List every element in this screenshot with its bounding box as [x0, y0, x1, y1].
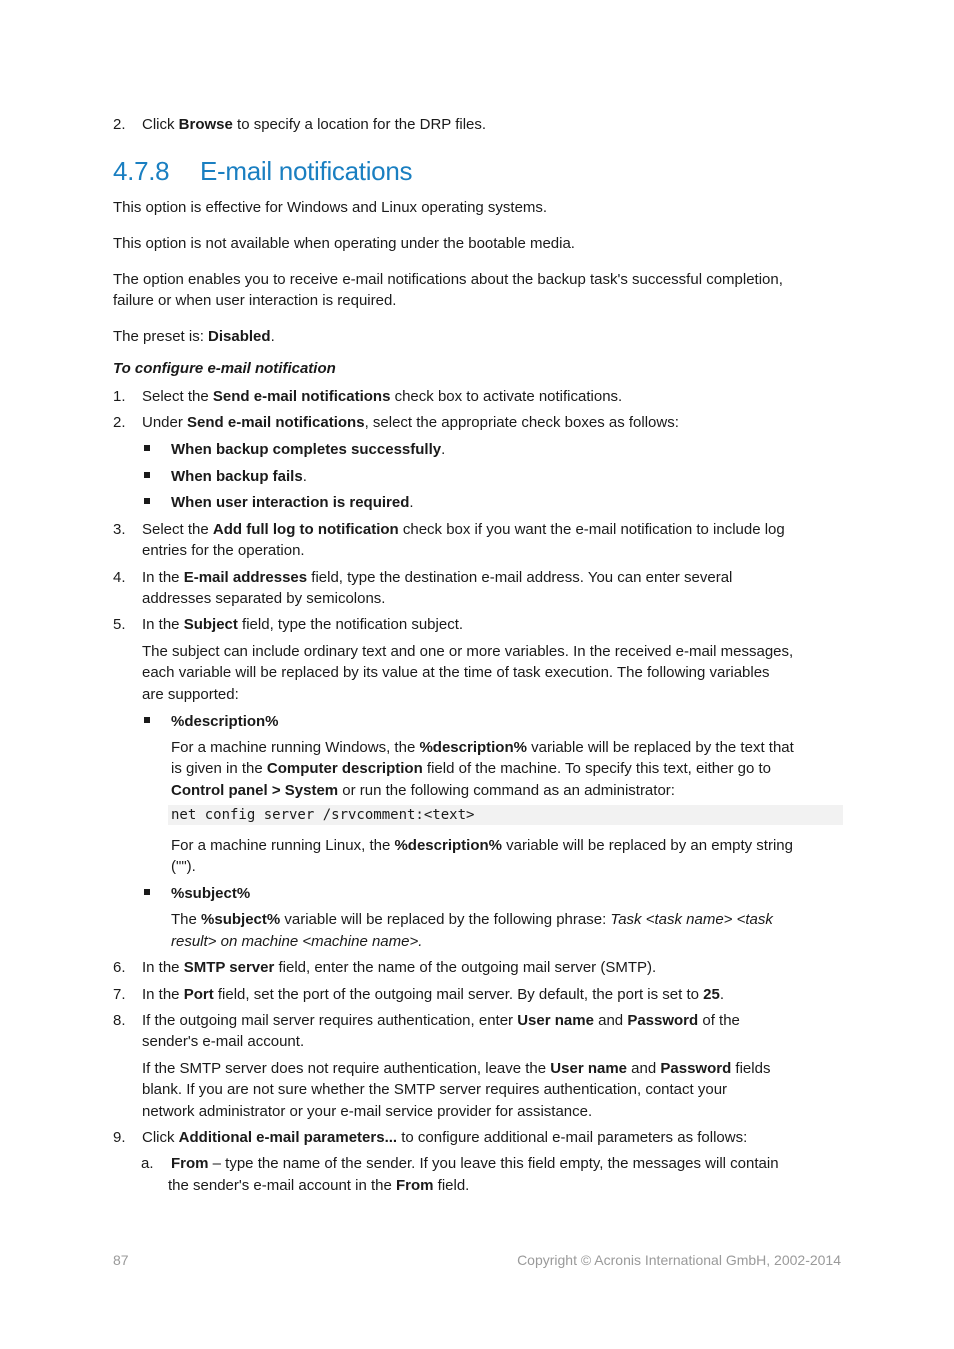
step-number: 5. — [113, 616, 126, 633]
section-heading — [113, 153, 412, 189]
section-number: 4.7.8 — [113, 156, 170, 186]
step-number: 3. — [113, 521, 126, 538]
variable-desc: is given in the Computer description field of the machine. To specify this text, either go to — [171, 760, 771, 777]
procedure-heading: To configure e-mail notification — [113, 360, 336, 377]
variable-desc: result> on machine <machine name>. — [171, 933, 423, 950]
step-text: In the Port field, set the port of the outgoing mail server. By default, the port is set to 25. — [142, 986, 724, 1003]
substep-text-cont: the sender's e-mail account in the From field. — [168, 1177, 470, 1194]
variable-desc: For a machine running Windows, the %description% variable will be replaced by the text that — [171, 739, 794, 756]
variable-desc: The %subject% variable will be replaced by the following phrase: Task <task name> <task — [171, 911, 773, 928]
bullet — [144, 717, 150, 723]
step-text-cont: addresses separated by semicolons. — [142, 590, 386, 607]
step-number: 4. — [113, 569, 126, 586]
variable-name: %description% — [171, 713, 279, 730]
step-number: 2. — [113, 414, 126, 431]
step-text: In the SMTP server field, enter the name of the outgoing mail server (SMTP). — [142, 959, 657, 976]
step-text: Under Send e-mail notifications, select the appropriate check boxes as follows: — [142, 414, 679, 431]
step-text: In the Subject field, type the notification subject. — [142, 616, 464, 633]
step-text: If the outgoing mail server requires authentication, enter User name and Password of the — [142, 1012, 740, 1029]
page-number: 87 — [113, 1252, 129, 1268]
step-number: 7. — [113, 986, 126, 1003]
section-title: E-mail notifications — [200, 156, 413, 186]
step-text: Select the Send e-mail notifications check box to activate notifications. — [142, 388, 623, 405]
bullet — [144, 472, 150, 478]
step-text: Select the Add full log to notification check box if you want the e-mail notification to include log — [142, 521, 785, 538]
paragraph: failure or when user interaction is required. — [113, 292, 397, 309]
step-text-cont: entries for the operation. — [142, 542, 305, 559]
step-text: Click Additional e-mail parameters... to configure additional e-mail parameters as follows: — [142, 1129, 748, 1146]
paragraph: The option enables you to receive e-mail notifications about the backup task's successful completion, — [113, 271, 783, 288]
step-number: 1. — [113, 388, 126, 405]
paragraph: This option is effective for Windows and Linux operating systems. — [113, 199, 548, 216]
bullet-item: When user interaction is required. — [171, 494, 414, 511]
step-note: If the SMTP server does not require authentication, leave the User name and Password fields — [142, 1060, 771, 1077]
bullet-item: When backup completes successfully. — [171, 441, 446, 458]
step-number: 6. — [113, 959, 126, 976]
bullet — [144, 445, 150, 451]
step-number: 9. — [113, 1129, 126, 1146]
step-desc: are supported: — [142, 686, 239, 703]
command-code-block: net config server /srvcomment:<text> — [168, 805, 843, 825]
bullet — [144, 889, 150, 895]
step-number: 2. — [113, 116, 126, 133]
step-desc: each variable will be replaced by its value at the time of task execution. The following variables — [142, 664, 770, 681]
step-desc: The subject can include ordinary text and one or more variables. In the received e-mail messages, — [142, 643, 794, 660]
copyright-notice: Copyright © Acronis International GmbH, 2002-2014 — [517, 1252, 841, 1268]
paragraph: This option is not available when operating under the bootable media. — [113, 235, 575, 252]
step-number: 8. — [113, 1012, 126, 1029]
bullet-item: When backup fails. — [171, 468, 307, 485]
substep-letter: a. — [141, 1155, 154, 1172]
intro-step-text: Click Browse to specify a location for the DRP files. — [142, 116, 487, 133]
step-text: In the E-mail addresses field, type the destination e-mail address. You can enter several — [142, 569, 733, 586]
variable-desc: Control panel > System or run the following command as an administrator: — [171, 782, 675, 799]
substep-text: From – type the name of the sender. If you leave this field empty, the messages will contain — [171, 1155, 779, 1172]
preset-paragraph: The preset is: Disabled. — [113, 328, 275, 345]
step-note: network administrator or your e-mail service provider for assistance. — [142, 1103, 593, 1120]
bullet — [144, 498, 150, 504]
step-text-cont: sender's e-mail account. — [142, 1033, 305, 1050]
variable-desc: For a machine running Linux, the %description% variable will be replaced by an empty string — [171, 837, 793, 854]
variable-name: %subject% — [171, 885, 251, 902]
variable-desc: (""). — [171, 858, 196, 875]
step-note: blank. If you are not sure whether the SMTP server requires authentication, contact your — [142, 1081, 728, 1098]
